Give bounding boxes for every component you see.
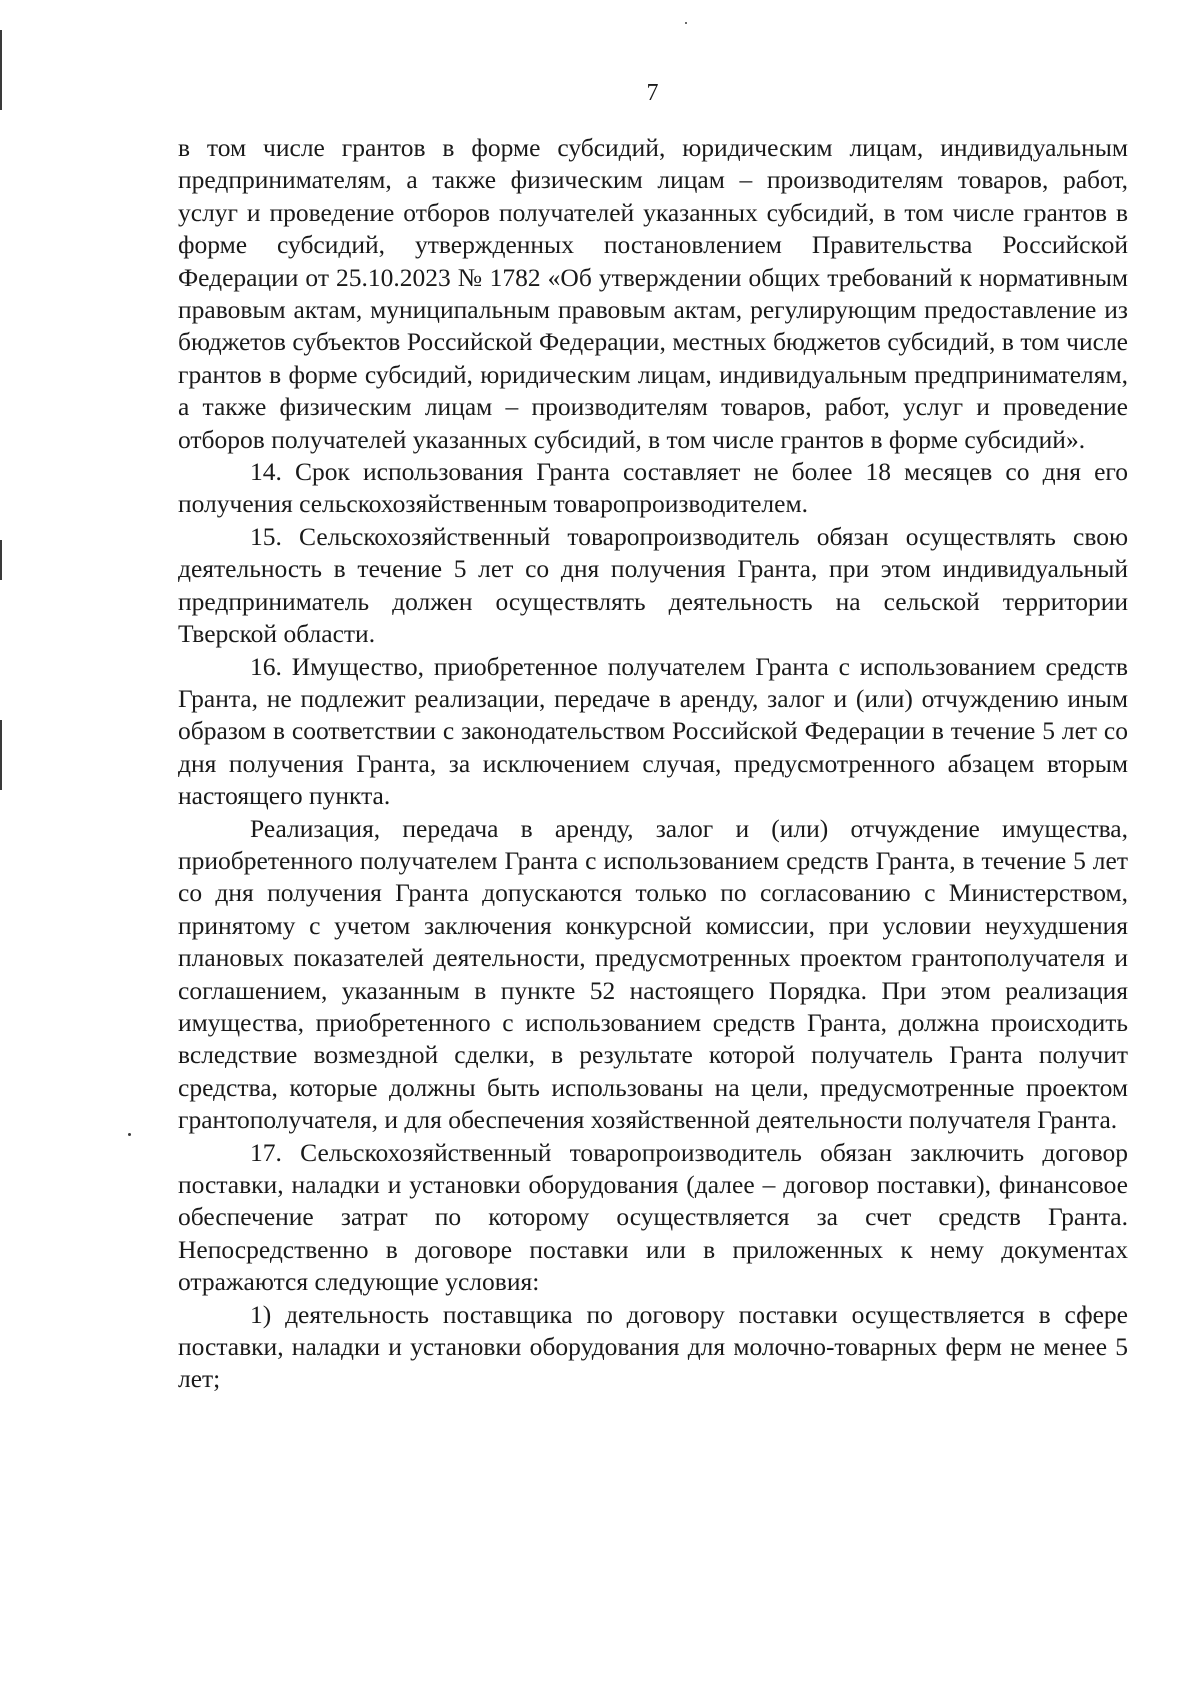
document-body <box>178 132 1128 1396</box>
page-number: 7 <box>646 80 659 106</box>
scan-mark-left-edge-3 <box>0 720 2 790</box>
scan-mark-dot <box>128 1133 131 1136</box>
paragraph-item-14: 14. Срок использования Гранта составляет не более 18 месяцев со дня его получения сельскохозяйственным товаропроизводителем. <box>178 457 1128 519</box>
paragraph-item-16: 16. Имущество, приобретенное получателем Гранта с использованием средств Гранта, не подлежит реализации, передаче в аренду, залог и (или) отчуждению иным образом в соответствии с законодательством Российской Федерации в течение 5 лет со дня получения Гранта, за исключением случая, предусмотренного абзацем вторым настоящего пункта. <box>178 651 1128 811</box>
paragraph-item-17: 17. Сельскохозяйственный товаропроизводитель обязан заключить договор поставки, наладки и установки оборудования (далее – договор поставки), финансовое обеспечение затрат по которому осуществляется за счет средств Гранта. Непосредственно в договоре поставки или в приложенных к нему документах отражаются следующие условия: <box>178 1137 1128 1297</box>
scan-mark-dot-top <box>685 22 687 24</box>
scan-mark-left-edge-2 <box>0 540 2 580</box>
paragraph-item-15: 15. Сельскохозяйственный товаропроизводитель обязан осуществлять свою деятельность в течение 5 лет со дня получения Гранта, при этом индивидуальный предприниматель должен осуществлять деятельность на сельской территории Тверской области. <box>178 521 1128 649</box>
paragraph-continuation: в том числе грантов в форме субсидий, юридическим лицам, индивидуальным предпринимателям, а также физическим лицам – производителям товаров, работ, услуг и проведение отборов получателей указанных субсидий, в том числе грантов в форме субсидий, утвержденных постановлением Правительства Российской Федерации от 25.10.2023 № 1782 «Об утверждении общих требований к нормативным правовым актам, муниципальным правовым актам, регулирующим предоставление из бюджетов субъектов Российской Федерации, местных бюджетов субсидий, в том числе грантов в форме субсидий, юридическим лицам, индивидуальным предпринимателям, а также физическим лицам – производителям товаров, работ, услуг и проведение отборов получателей указанных субсидий, в том числе грантов в форме субсидий». <box>178 133 1128 454</box>
paragraph-item-16-second: Реализация, передача в аренду, залог и (или) отчуждение имущества, приобретенного получателем Гранта с использованием средств Гранта, в течение 5 лет со дня получения Гранта допускаются только по согласованию с Министерством, принятому с учетом заключения конкурсной комиссии, при условии неухудшения плановых показателей деятельности, предусмотренных проектом грантополучателя и соглашением, указанным в пункте 52 настоящего Порядка. При этом реализация имущества, приобретенного с использованием средств Гранта, должна происходить вследствие возмездной сделки, в результате которой получатель Гранта получит средства, которые должны быть использованы на цели, предусмотренные проектом грантополучателя, и для обеспечения хозяйственной деятельности получателя Гранта. <box>178 813 1128 1135</box>
paragraph-item-17-subitem-1: 1) деятельность поставщика по договору поставки осуществляется в сфере поставки, наладки и установки оборудования для молочно-товарных ферм не менее 5 лет; <box>178 1299 1128 1394</box>
